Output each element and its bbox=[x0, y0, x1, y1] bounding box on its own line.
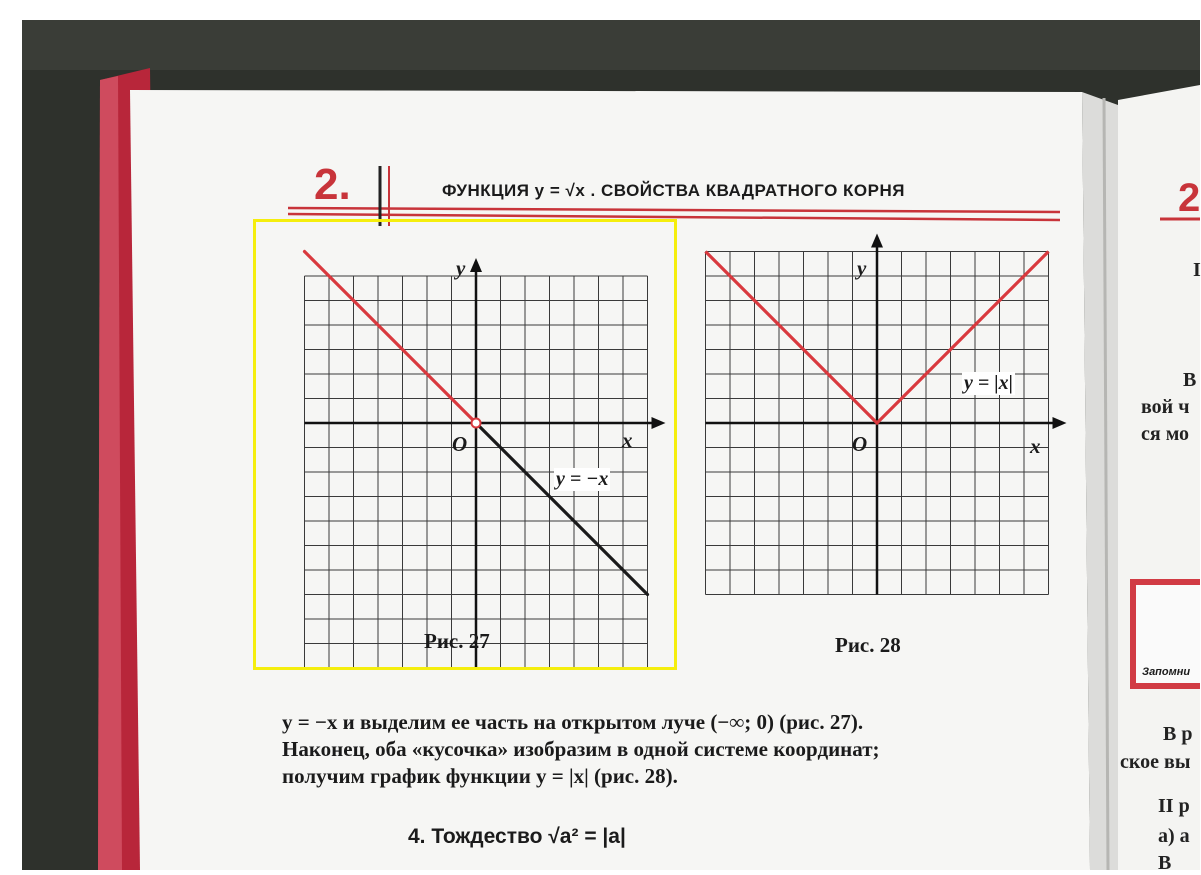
right-page-line: ское вы bbox=[1120, 751, 1191, 773]
fig27-y-axis-label: y bbox=[456, 256, 466, 280]
right-page-line: вой ч bbox=[1141, 396, 1190, 418]
fig27-caption: Рис. 27 bbox=[424, 629, 490, 653]
y-axis-arrow bbox=[871, 234, 883, 248]
chapter-title: ФУНКЦИЯ y = √x . СВОЙСТВА КВАДРАТНОГО КОРНЯ bbox=[442, 181, 905, 200]
chapter-number: 2. bbox=[314, 160, 351, 209]
right-page-sticker: Запомни bbox=[1142, 666, 1191, 678]
right-page-line: ся мо bbox=[1141, 423, 1190, 445]
fig28-y-axis-label: y bbox=[857, 256, 867, 280]
right-page-line: I bbox=[1193, 259, 1201, 281]
fig27-origin-label: O bbox=[452, 432, 468, 456]
fig27-graph-label: y = −x bbox=[556, 468, 609, 490]
highlight-box bbox=[253, 219, 677, 670]
fig27-x-axis-label: x bbox=[622, 428, 633, 452]
right-page-chapter-fragment: 2 bbox=[1178, 176, 1201, 220]
fig28-origin-label: O bbox=[852, 432, 868, 456]
fig28-x-axis-label: x bbox=[1030, 434, 1041, 458]
right-page-line: В р bbox=[1163, 723, 1193, 745]
right-page-line: II р bbox=[1158, 795, 1190, 817]
figure-28-graph bbox=[697, 232, 1067, 622]
paragraph-line-1: y = −x и выделим ее часть на открытом луче (−∞; 0) (рис. 27). bbox=[282, 710, 864, 734]
fig28-graph-label: y = |x| bbox=[964, 372, 1014, 394]
right-page-line: а) a bbox=[1158, 825, 1190, 847]
x-axis-arrow bbox=[1053, 417, 1067, 429]
right-page-line: В bbox=[1158, 852, 1172, 874]
section-heading: 4. Тождество √a² = |a| bbox=[408, 825, 626, 848]
paragraph-line-2: Наконец, оба «кусочка» изобразим в одной системе координат; bbox=[282, 737, 880, 761]
right-page-line: В bbox=[1183, 369, 1197, 391]
paragraph-line-3: получим график функции y = |x| (рис. 28). bbox=[282, 764, 678, 788]
fig28-caption: Рис. 28 bbox=[835, 633, 901, 657]
